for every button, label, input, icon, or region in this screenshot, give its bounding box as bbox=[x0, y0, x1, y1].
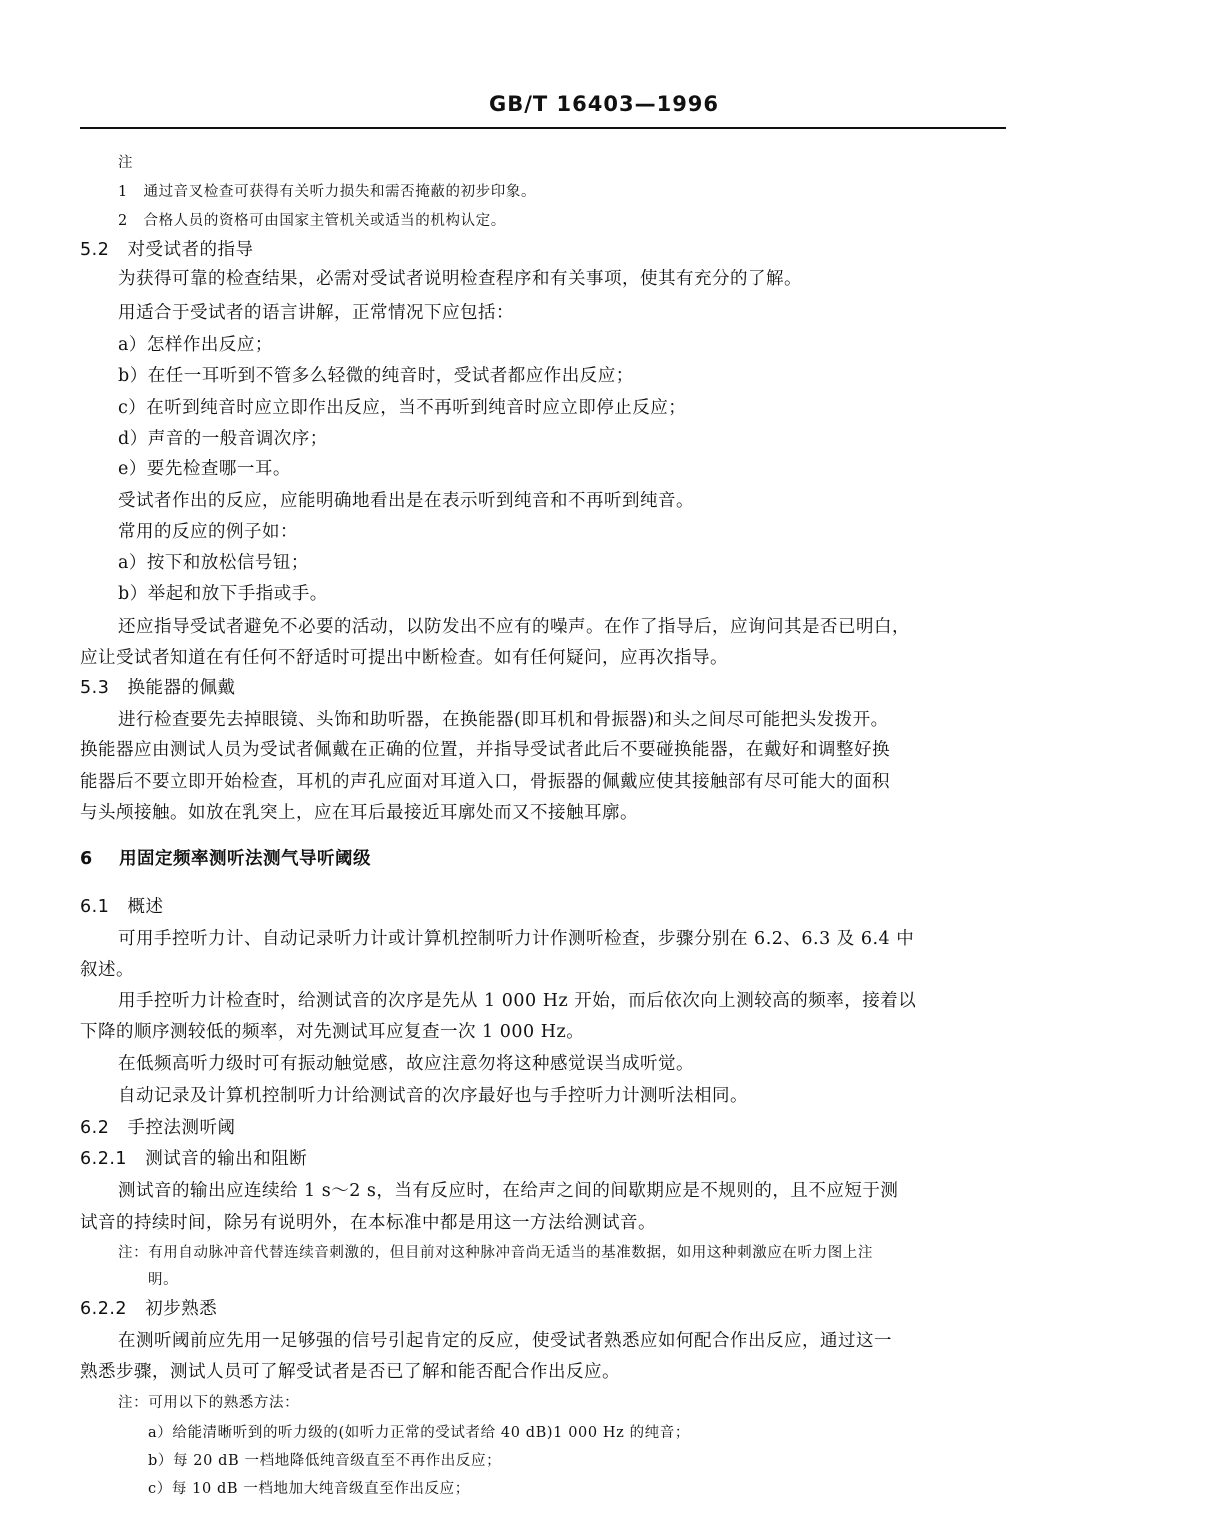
s5-2-item-a: a）怎样作出反应； bbox=[118, 335, 273, 355]
s6-1-paragraph-1-line-1: 可用手控听力计、自动记录听力计或计算机控制听力计作测听检查，步骤分别在 6.2、6.3 及 6.4 中 bbox=[118, 929, 915, 949]
s5-2-item-e: e）要先检查哪一耳。 bbox=[118, 459, 291, 479]
s5-3-line-2: 换能器应由测试人员为受试者佩戴在正确的位置，并指导受试者此后不要碰换能器，在戴好和调整好换 bbox=[80, 740, 890, 760]
s5-2-item-d: d）声音的一般音调次序； bbox=[118, 429, 328, 449]
s5-2-paragraph-5-line-1: 还应指导受试者避免不必要的活动，以防发出不应有的噪声。在作了指导后，应询问其是否已明白， bbox=[118, 617, 910, 637]
note-1-text: 通过音叉检查可获得有关听力损失和需否掩蔽的初步印象。 bbox=[143, 184, 537, 200]
note-2 bbox=[118, 209, 506, 233]
section-5-3-title: 换能器的佩戴 bbox=[127, 678, 236, 698]
notes-label: 注 bbox=[118, 155, 134, 171]
s5-2-paragraph-3: 受试者作出的反应，应能明确地看出是在表示听到纯音和不再听到纯音。 bbox=[118, 491, 694, 511]
section-6-1-number: 6.1 bbox=[80, 897, 110, 917]
note-1 bbox=[118, 180, 536, 204]
s5-2-paragraph-1: 为获得可靠的检查结果，必需对受试者说明检查程序和有关事项，使其有充分的了解。 bbox=[118, 269, 802, 289]
s6-2-2-line-1: 在测听阈前应先用一足够强的信号引起肯定的反应，使受试者熟悉应如何配合作出反应，通过这一 bbox=[118, 1331, 892, 1351]
s5-2-paragraph-5-line-2: 应让受试者知道在有任何不舒适时可提出中断检查。如有任何疑问，应再次指导。 bbox=[80, 648, 728, 668]
s6-1-paragraph-2-line-2: 下降的顺序测较低的频率，对先测试耳应复查一次 1 000 Hz。 bbox=[80, 1022, 585, 1042]
s5-2-response-b: b）举起和放下手指或手。 bbox=[118, 584, 328, 604]
s5-2-item-c: c）在听到纯音时应立即作出反应，当不再听到纯音时应立即停止反应； bbox=[118, 398, 687, 418]
s6-2-1-line-2: 试音的持续时间，除另有说明外，在本标准中都是用这一方法给测试音。 bbox=[80, 1213, 656, 1233]
s5-2-response-a: a）按下和放松信号钮； bbox=[118, 553, 309, 573]
s6-2-2-note-b: b）每 20 dB 一档地降低纯音级直至不再作出反应； bbox=[148, 1453, 502, 1469]
s5-3-line-4: 与头颅接触。如放在乳突上，应在耳后最接近耳廓处而又不接触耳廓。 bbox=[80, 803, 638, 823]
s6-1-paragraph-1-line-2: 叙述。 bbox=[80, 960, 134, 980]
section-6-number: 6 bbox=[80, 849, 93, 869]
section-5-2-number: 5.2 bbox=[80, 240, 110, 260]
section-6-1-title: 概述 bbox=[127, 897, 164, 917]
s5-2-paragraph-4: 常用的反应的例子如： bbox=[118, 522, 298, 542]
note-2-number: 2 bbox=[118, 213, 128, 229]
section-5-3-number: 5.3 bbox=[80, 678, 110, 698]
s6-1-paragraph-3: 在低频高听力级时可有振动触觉感，故应注意勿将这种感觉误当成听觉。 bbox=[118, 1054, 694, 1074]
section-6-2-1-title: 测试音的输出和阻断 bbox=[145, 1149, 308, 1169]
section-6-2-2-title: 初步熟悉 bbox=[145, 1299, 218, 1319]
section-6-title: 用固定频率测听法测气导听阈级 bbox=[119, 849, 372, 869]
section-6-2-2-number: 6.2.2 bbox=[80, 1299, 128, 1319]
section-6-2-1-number: 6.2.1 bbox=[80, 1149, 128, 1169]
s5-2-item-b: b）在任一耳听到不管多么轻微的纯音时，受试者都应作出反应； bbox=[118, 366, 634, 386]
s5-2-paragraph-2: 用适合于受试者的语言讲解，正常情况下应包括： bbox=[118, 303, 514, 323]
s6-2-1-note-line-1: 注：有用自动脉冲音代替连续音刺激的，但目前对这种脉冲音尚无适当的基准数据，如用这种刺激应在听力图上注 bbox=[118, 1245, 873, 1261]
page-header: GB/T 16403—1996 bbox=[488, 92, 720, 116]
section-6-heading bbox=[80, 847, 371, 871]
section-6-2-number: 6.2 bbox=[80, 1118, 110, 1138]
s6-1-paragraph-2-line-1: 用手控听力计检查时，给测试音的次序是先从 1 000 Hz 开始，而后依次向上测较高的频率，接着以 bbox=[118, 991, 917, 1011]
s5-3-line-1: 进行检查要先去掉眼镜、头饰和助听器，在换能器(即耳机和骨振器)和头之间尽可能把头发拨开。 bbox=[118, 710, 889, 730]
section-6-1-heading bbox=[80, 895, 164, 919]
section-5-3-heading bbox=[80, 676, 236, 700]
s6-2-2-note-a: a）给能清晰听到的听力级的(如听力正常的受试者给 40 dB)1 000 Hz 的纯音； bbox=[148, 1425, 690, 1441]
note-1-number: 1 bbox=[118, 184, 128, 200]
s6-2-1-note-line-2: 明。 bbox=[148, 1272, 179, 1288]
section-6-2-1-heading bbox=[80, 1147, 307, 1171]
note-2-text: 合格人员的资格可由国家主管机关或适当的机构认定。 bbox=[143, 213, 506, 229]
s6-1-paragraph-4: 自动记录及计算机控制听力计给测试音的次序最好也与手控听力计测听法相同。 bbox=[118, 1086, 748, 1106]
s5-3-line-3: 能器后不要立即开始检查，耳机的声孔应面对耳道入口，骨振器的佩戴应使其接触部有尽可能大的面积 bbox=[80, 772, 890, 792]
s6-2-2-note-c: c）每 10 dB 一档地加大纯音级直至作出反应； bbox=[148, 1481, 470, 1497]
section-6-2-heading bbox=[80, 1116, 236, 1140]
section-5-2-title: 对受试者的指导 bbox=[127, 240, 254, 260]
section-6-2-2-heading bbox=[80, 1297, 217, 1321]
section-6-2-title: 手控法测听阈 bbox=[127, 1118, 236, 1138]
header-rule bbox=[80, 127, 1006, 129]
s6-2-2-line-2: 熟悉步骤，测试人员可了解受试者是否已了解和能否配合作出反应。 bbox=[80, 1362, 620, 1382]
s6-2-2-note: 注：可用以下的熟悉方法： bbox=[118, 1395, 300, 1411]
section-5-2-heading bbox=[80, 238, 254, 262]
s6-2-1-line-1: 测试音的输出应连续给 1 s～2 s，当有反应时，在给声之间的间歇期应是不规则的，且不应短于测 bbox=[118, 1181, 899, 1201]
